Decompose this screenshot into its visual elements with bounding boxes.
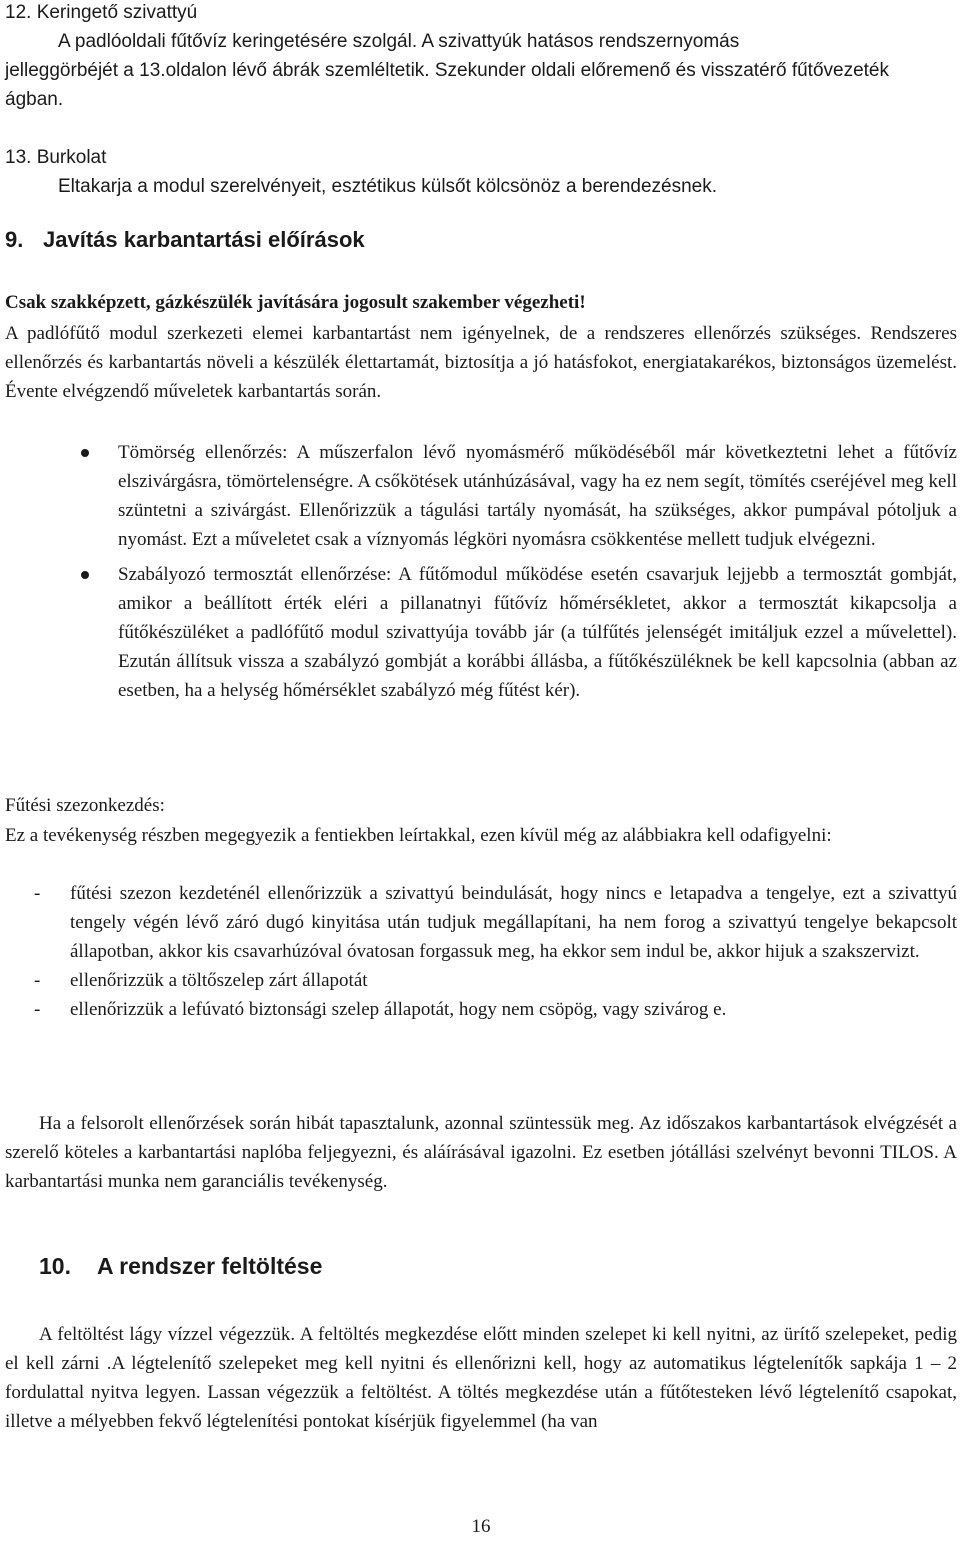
season-start-intro: Ez a tevékenység részben megegyezik a fentiekben leírtakkal, ezen kívül még az alábbiakra kell odafigyelni:: [5, 825, 832, 846]
bullet-text-thermostat: Szabályozó termosztát ellenőrzése: A fűtőmodul működése esetén csavarjuk lejjebb a termosztát gombját, amikor a beállított érték eléri a pillanatnyi fűtővíz hőmérsékletet, akkor a termosztát kikapcsolja a fűtőkészüléket a padlófűtő modul szivattyúja tovább jár (a túlfűtés jelenségét imitáljuk ezzel a művelettel). Ezután állítsuk vissza a szabályzó gombját a korábbi állásba, a fűtőkészüléknek be kell kapcsolnia (abban az esetben, ha a helység hőmérséklet szabályzó még fűtést kér).: [118, 564, 957, 701]
chapter-10-number: 10.: [39, 1253, 71, 1279]
qualified-technician-warning: Csak szakképzett, gázkészülék javítására jogosult szakember végezheti!: [5, 292, 586, 313]
list-item: [5, 879, 957, 966]
section-12-text-rest: jelleggörbéjét a 13.oldalon lévő ábrák szemléltetik. Szekunder oldali előremenő és visszatérő fűtővezeték ágban.: [5, 60, 890, 110]
chapter-9-heading: [5, 225, 365, 254]
section-13-title: 13. Burkolat: [5, 147, 107, 168]
maintenance-intro: [5, 319, 957, 406]
section-13-body: Eltakarja a modul szerelvényeit, esztétikus külsőt kölcsönöz a berendezésnek.: [58, 176, 718, 197]
dash-marker: -: [34, 883, 41, 904]
list-item: [5, 966, 957, 995]
maintenance-bullet-list: [5, 438, 957, 705]
fill-paragraph: A feltöltést lágy vízzel végezzük. A feltöltés megkezdése előtt minden szelepet ki kell nyitni, az ürítő szelepeket, pedig el kell zárni .A légtelenítő szelepeket meg kell nyitni és ellenőrizni kell, hogy az automatikus légtelenítők sapkája 1 – 2 fordulattal nyitva legyen. Lassan végezzük a feltöltést. A töltés megkezdése után a fűtőtesteken lévő légtelenítő csapokat, illetve a mélyebben fekvő légtelenítési pontokat kísérjük figyelemmel (ha van: [5, 1324, 957, 1432]
dash-text-safety-valve: ellenőrizzük a lefúvató biztonsági szelep állapotát, hogy nem csöpög, vagy szivárog e.: [70, 999, 727, 1020]
list-item: [5, 995, 957, 1024]
maintenance-summary: [5, 1109, 957, 1196]
system-fill-text: [5, 1320, 957, 1436]
dash-text-fill-valve: ellenőrizzük a töltőszelep zárt állapotát: [70, 970, 368, 991]
chapter-10-heading: [39, 1252, 322, 1281]
dash-text-pump: fűtési szezon kezdeténél ellenőrizzük a szivattyú beindulását, hogy nincs e letapadva a tengelye, ezt a szivattyú tengely végén lévő záró dugó kinyitása után tudjuk megállapítani, ha nem forog a szivattyú tengelye bekapcsolt állapotban, akkor kis csavarhúzóval óvatosan forgassuk meg, ha ekkor sem indul be, akkor hijuk a szakszervizt.: [70, 883, 957, 962]
list-item: [5, 438, 957, 554]
page-number: 16: [471, 1516, 491, 1537]
intro-line-1: A padlófűtő modul szerkezeti elemei karbantartást nem igényelnek, de a rendszeres ellenőrzés szükséges.: [5, 323, 862, 344]
bullet-text-tightness: Tömörség ellenőrzés: A műszerfalon lévő nyomásmérő működéséből már következtetni lehet a fűtővíz elszivárgásra, tömörtelenségre. A csőkötések utánhúzásával, vagy ha ez nem segít, tömítés cseréjével meg kell szüntetni a szivárgást. Ellenőrizzük a tágulási tartály nyomását, ha szükséges, akkor pumpával pótoljuk a nyomást. Ezt a műveletet csak a víznyomás légköri nyomásra csökkentése mellett tudjuk elvégezni.: [118, 442, 957, 550]
bullet-icon: [81, 571, 89, 579]
chapter-9-number: 9.: [5, 227, 24, 252]
intro-line-2: Rendszeres ellenőrzés és karbantartás növeli a készülék élettartamát, biztosítja a jó hatásfokot, energiatakarékos, biztonságos üzemelést. Évente elvégzendő műveletek karbantartás során.: [5, 323, 957, 402]
season-start-title: Fűtési szezonkezdés:: [5, 795, 165, 816]
list-item: [5, 560, 957, 705]
section-12-body: [5, 27, 938, 114]
chapter-9-title: Javítás karbantartási előírások: [43, 227, 365, 252]
season-dash-list: [5, 879, 957, 1024]
bullet-icon: [81, 449, 89, 457]
summary-text: Ha a felsorolt ellenőrzések során hibát tapasztalunk, azonnal szüntessük meg. Az időszakos karbantartások elvégzését a szerelő köteles a karbantartási naplóba feljegyezni, és aláírásával igazolni. Ez esetben jótállási szelvényt bevonni TILOS. A karbantartási munka nem garanciális tevékenység.: [5, 1113, 957, 1192]
dash-marker: -: [34, 999, 41, 1020]
chapter-10-title: A rendszer feltöltése: [97, 1253, 323, 1279]
section-12-title: 12. Keringető szivattyú: [5, 2, 198, 23]
dash-marker: -: [34, 970, 41, 991]
section-12-text-first: A padlóoldali fűtővíz keringetésére szolgál. A szivattyúk hatásos rendszernyomás: [58, 31, 740, 52]
